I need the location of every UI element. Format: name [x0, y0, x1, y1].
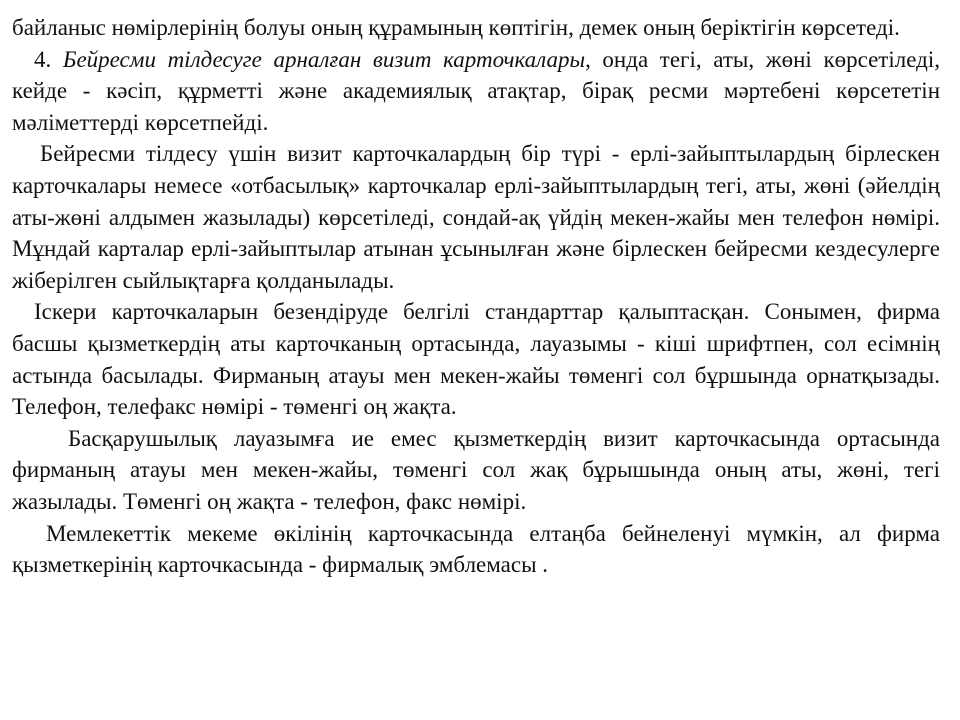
- list-number: 4.: [34, 46, 63, 72]
- paragraph-non-management-cards: Басқарушылық лауазымға ие емес қызметкердің визит карточкасында ортасында фирманың атауы мен мекен-жайы, төменгі сол жақ бұрышында оның аты, жөні, тегі жазылады. Төменгі оң жақта - телефон, факс нөмірі.: [12, 425, 940, 514]
- paragraph-family-cards: Бейресми тілдесу үшін визит карточкалардың бір түрі - ерлі-зайыптылардың бірлескен карточкалары немесе «отбасылық» карточкалар ерлі-зайыптылардың тегі, аты, жөні (әйелдің аты-жөні алдымен жазылады) көрсетіледі, сондай-ақ үйдің мекен-жайы мен телефон нөмірі. Мұндай карталар ерлі-зайыптылар атынан ұсынылған және бірлескен бейресми кездесулерге жіберілген сыйлықтарға қолданылады.: [12, 141, 940, 293]
- paragraph-text: , онда тегі, аты, жөні көрсетіледі, кейде - кәсіп, құрметті және академиялық атақтар, бірақ ресми мәртебені көрсететін мәліметтерді көрсетпейді.: [12, 46, 940, 135]
- paragraph-informal-cards: [12, 44, 940, 139]
- paragraph-business-card-standards: Іскери карточкаларын безендіруде белгілі стандарттар қалыптасқан. Сонымен, фирма басшы қызметкердің аты карточканың ортасында, лауазымы - кіші шрифтпен, сол есімнің астында басылады. Фирманың атауы мен мекен-жайы төменгі сол бұршында орнатқызады. Телефон, телефакс нөмірі - төменгі оң жақта.: [12, 299, 940, 420]
- paragraph-state-institution-cards: Мемлекеттік мекеме өкілінің карточкасында елтаңба бейнеленуі мүмкін, ал фирма қызметкерінің карточкасында - фирмалық эмблемасы .: [12, 520, 940, 578]
- paragraph-contact-numbers: байланыс нөмірлерінің болуы оның құрамының көптігін, демек оның беріктігін көрсетеді.: [12, 15, 900, 40]
- italic-term: Бейресми тілдесуге арналған визит карточкалары: [62, 46, 586, 72]
